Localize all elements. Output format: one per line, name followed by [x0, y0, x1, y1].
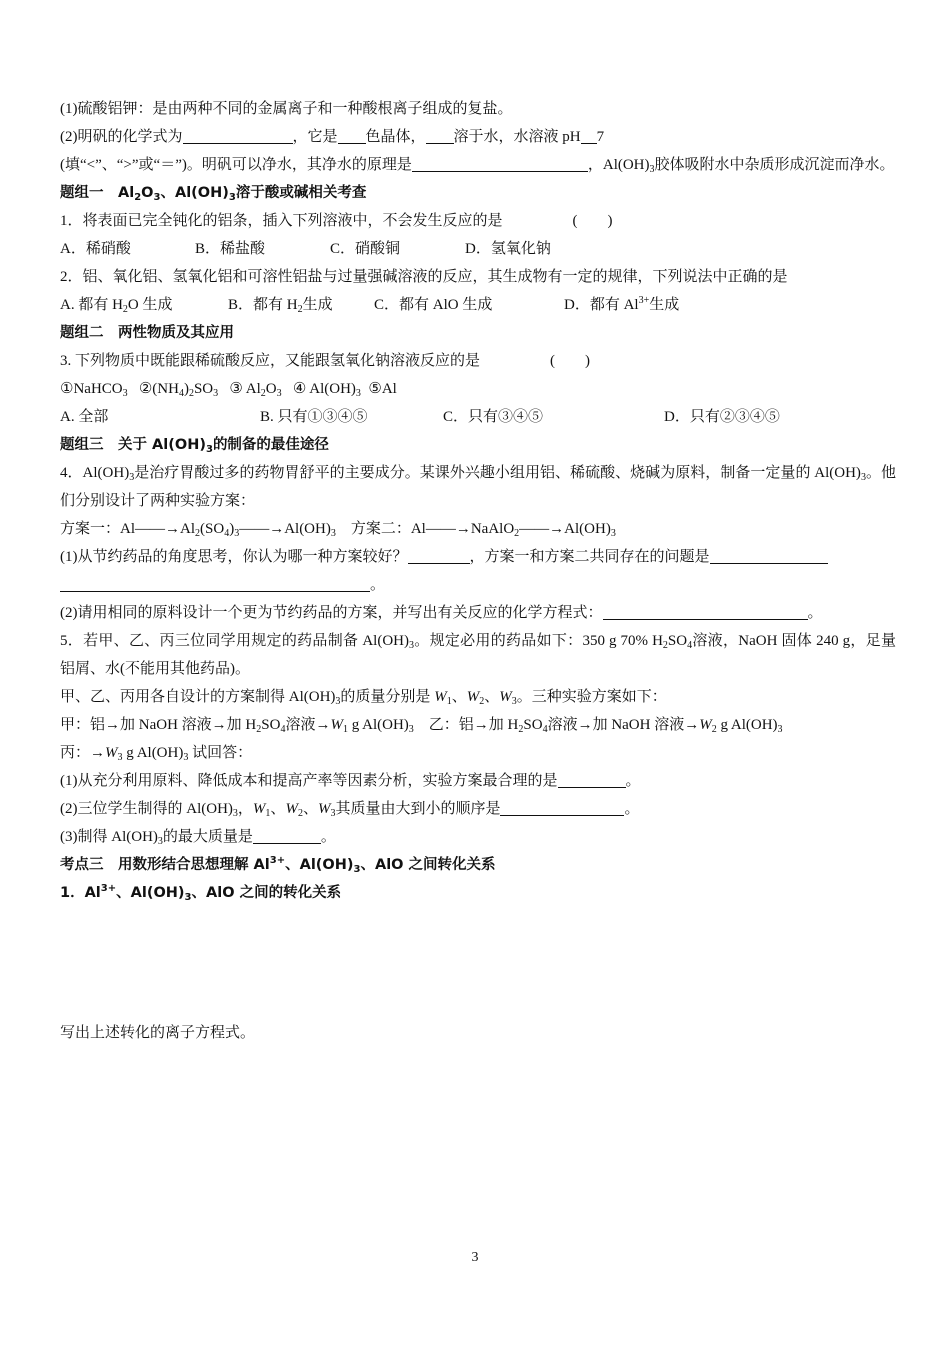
heading-group-1: 题组一 $Al_2O_3$、$Al(OH)_3$溶于酸或碱相关考查 [60, 185, 367, 203]
question-3-substances: ①NaHCO$_3$ $②(NH_4)_2SO_3$ ③ $Al_2O_3$ ④ $Al(OH)_3$ ⑤Al [60, 381, 397, 399]
blank-crystal-color[interactable] [338, 127, 366, 144]
instruction-write-equations: 写出上述转化的离子方程式。 [60, 1025, 256, 1041]
document-body [60, 95, 896, 1047]
question-1-options [60, 235, 896, 263]
blank-solubility[interactable] [426, 127, 454, 144]
question-2: 2．铝、氧化铝、氢氧化铝和可溶性铝盐与过量强碱溶液的反应，其生成物有一定的规律，下列说法中正确的是 [60, 269, 788, 285]
option-a[interactable]: A. 全部 [60, 409, 109, 425]
option-b[interactable]: B．都有 $H_2$生成 [228, 297, 333, 315]
question-5-masses: 甲、乙、丙用各自设计的方案制得 $Al(OH)_3$的质量分别是 $W_1$、$W_2$、$W_3$。三种实验方案如下： [60, 689, 667, 707]
question-3: 3. 下列物质中既能跟稀硫酸反应，又能跟氢氧化钠溶液反应的是 ( ) [60, 347, 896, 375]
question-4-sub-1-cont: 。 [60, 571, 896, 599]
paragraph-alum-definition: (1)硫酸铝钾：是由两种不同的金属离子和一种酸根离子组成的复盐。 [60, 101, 513, 117]
answer-paren-q1[interactable]: ( ) [572, 213, 613, 229]
blank-equation[interactable] [603, 603, 808, 620]
question-2-options [60, 291, 896, 319]
blank-better-plan[interactable] [408, 547, 470, 564]
option-b[interactable]: B. 只有①③④⑤ [260, 409, 368, 425]
option-c[interactable]: C．都有 AlO 生成 [374, 297, 493, 313]
blank-max-mass[interactable] [253, 827, 321, 844]
blank-alum-formula[interactable] [183, 127, 293, 144]
paragraph-purification: (填“<”、“>”或“＝”)。明矾可以净水，其净水的原理是 ，$Al(OH)_3$胶体吸附水中杂质形成沉淀而净水。 [60, 157, 895, 175]
answer-paren-q3[interactable]: ( ) [550, 353, 591, 369]
question-5-sub-2: (2)三位学生制得的 $Al(OH)_3$，$W_1$、$W_2$、$W_3$其质量由大到小的顺序是 。 [60, 801, 640, 819]
question-4: 4．$Al(OH)_3$是治疗胃酸过多的药物胃舒平的主要成分。某课外兴趣小组用铝、稀硫酸、烧碱为原料，制备一定量的 $Al(OH)_3$。他们分别设计了两种实验方案： [60, 465, 896, 509]
option-b[interactable]: B．稀盐酸 [195, 241, 266, 257]
question-4-sub-2: (2)请用相同的原料设计一个更为节约药品的方案，并写出有关反应的化学方程式： 。 [60, 605, 823, 621]
option-c[interactable]: C．只有③④⑤ [443, 409, 544, 425]
paragraph-alum-formula: (2)明矾的化学式为 ，它是 色晶体， 溶于水，水溶液 pH 7 [60, 129, 605, 145]
heading-topic-3-item-1: 1．$Al^{3+}$、$Al(OH)_3$、AlO 之间的转化关系 [60, 883, 342, 903]
option-d[interactable]: D．都有 $Al^{3+}$生成 [564, 295, 680, 313]
question-4-sub-1: (1)从节约药品的角度思考，你认为哪一种方案较好？ ，方案一和方案二共同存在的问题是 [60, 543, 896, 571]
question-5: 5．若甲、乙、丙三位同学用规定的药品制备 $Al(OH)_3$。规定必用的药品如下：350 g 70% $H_2SO_4$溶液，NaOH 固体 240 g，足量铝屑、水(不能用其他药品)。 [60, 633, 896, 677]
option-d[interactable]: D．只有②③④⑤ [664, 409, 780, 425]
question-5-sub-1: (1)从充分利用原料、降低成本和提高产率等因素分析，实验方案最合理的是 。 [60, 773, 641, 789]
heading-group-3: 题组三 关于 $Al(OH)_3$的制备的最佳途径 [60, 437, 329, 455]
option-a[interactable]: A. 都有 $H_2O$ 生成 [60, 297, 173, 315]
blank-purify-principle[interactable] [412, 155, 588, 172]
heading-topic-3: 考点三 用数形结合思想理解 $Al^{3+}$、$Al(OH)_3$、AlO 之间转化关系 [60, 855, 496, 875]
page-number: 3 [471, 1250, 479, 1265]
option-d[interactable]: D．氢氧化钠 [465, 241, 551, 257]
heading-group-2: 题组二 两性物质及其应用 [60, 325, 234, 341]
question-3-options [60, 403, 896, 431]
blank-best-plan[interactable] [558, 771, 626, 788]
diagram-space [60, 907, 896, 1019]
question-5-plan-c: 丙：$\to W_3$ g $Al(OH)_3$ 试回答： [60, 745, 253, 763]
option-c[interactable]: C．硝酸铜 [330, 241, 401, 257]
option-a[interactable]: A．稀硝酸 [60, 241, 131, 257]
question-5-plans-ab: 甲：铝→加 NaOH 溶液→加 $H_2SO_4$溶液$\to W_1$ g $Al(OH)_3$ 乙：铝→加 $H_2SO_4$溶液→加 NaOH 溶液$\to W_2$ g $Al(OH)_3$ [60, 717, 783, 735]
blank-common-problem[interactable] [710, 547, 828, 564]
blank-mass-order[interactable] [500, 799, 624, 816]
blank-ph-compare[interactable] [581, 127, 597, 144]
question-4-plans: 方案一：$Al――\to Al_2(SO_4)_3――\to Al(OH)_3$ 方案二：$Al――\to NaAlO_2――\to Al(OH)_3$ [60, 521, 616, 539]
question-5-sub-3: (3)制得 $Al(OH)_3$的最大质量是 。 [60, 829, 336, 847]
question-1: 1．将表面已完全钝化的铝条，插入下列溶液中，不会发生反应的是 ( ) [60, 207, 896, 235]
blank-common-problem-cont[interactable] [60, 575, 370, 592]
